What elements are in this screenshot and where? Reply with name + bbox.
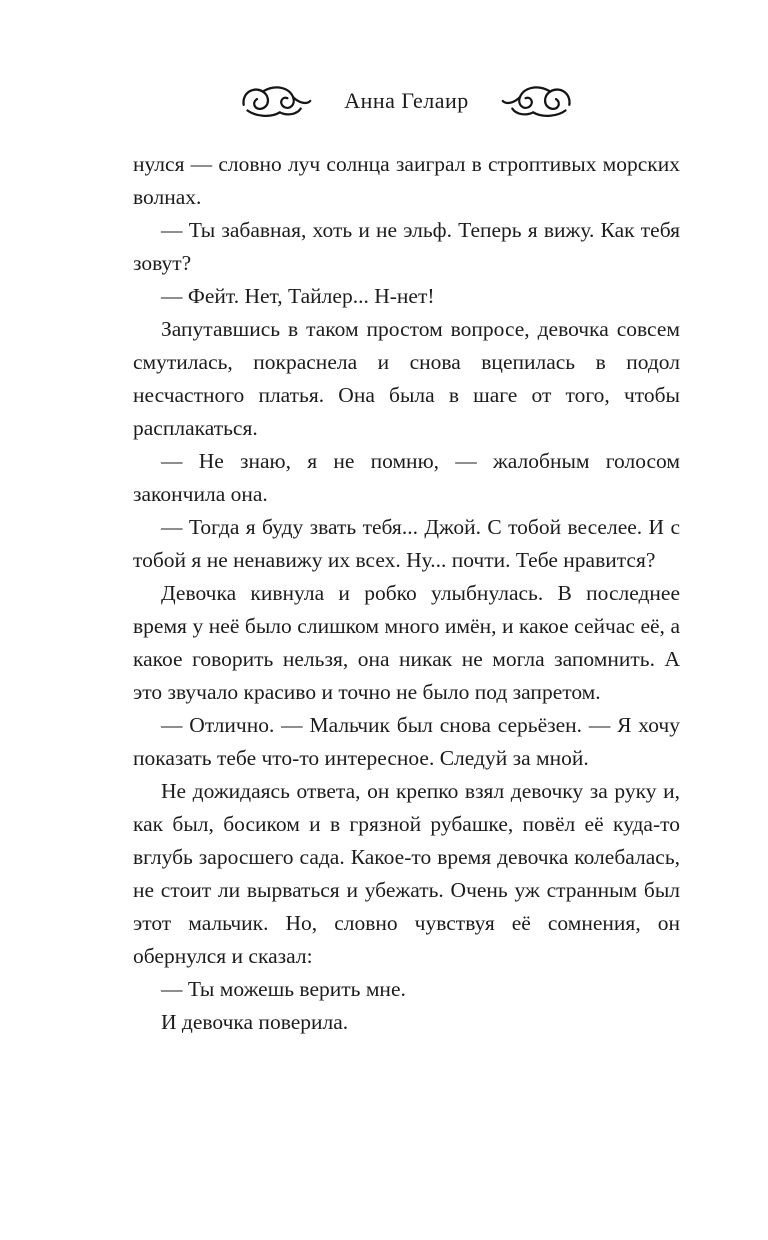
paragraph: — Ты забавная, хоть и не эльф. Теперь я вижу. Как тебя зовут?: [133, 218, 680, 275]
author-name: Анна Гелаир: [344, 88, 469, 113]
flourish-ornament-left-icon: [238, 80, 314, 122]
flourish-ornament-right-icon: [499, 80, 575, 122]
paragraph: Девочка кивнула и робко улыбнулась. В последнее время у неё было слишком много имён, и какое сейчас её, а какое говорить нельзя, она никак не могла запомнить. А это звучало красиво и точно не было под запретом.: [133, 581, 680, 704]
paragraph: — Тогда я буду звать тебя... Джой. С тобой веселее. И с тобой я не ненавижу их всех. Ну... почти. Тебе нравится?: [133, 515, 680, 572]
paragraph: — Ты можешь верить мне.: [161, 977, 406, 1001]
paragraph: нулся — словно луч солнца заиграл в строптивых морских волнах.: [133, 152, 680, 209]
paragraph: Запутавшись в таком простом вопросе, девочка совсем смутилась, покраснела и снова вцепилась в подол несчастного платья. Она была в шаге от того, чтобы расплакаться.: [133, 317, 680, 440]
paragraph: И девочка поверила.: [161, 1010, 349, 1034]
paragraph: — Не знаю, я не помню, — жалобным голосом закончила она.: [133, 449, 680, 506]
paragraph: — Фейт. Нет, Тайлер... Н-нет!: [161, 284, 435, 308]
paragraph: Не дожидаясь ответа, он крепко взял девочку за руку и, как был, босиком и в грязной рубашке, повёл её куда-то вглубь заросшего сада. Какое-то время девочка колебалась, не стоит ли вырваться и убежать. Очень уж странным был этот мальчик. Но, словно чувствуя её сомнения, он обернулся и сказал:: [133, 779, 680, 968]
body-text: [133, 148, 680, 1039]
paragraph: — Отлично. — Мальчик был снова серьёзен. — Я хочу показать тебе что-то интересное. Следуй за мной.: [133, 713, 680, 770]
page-header: [133, 80, 680, 122]
